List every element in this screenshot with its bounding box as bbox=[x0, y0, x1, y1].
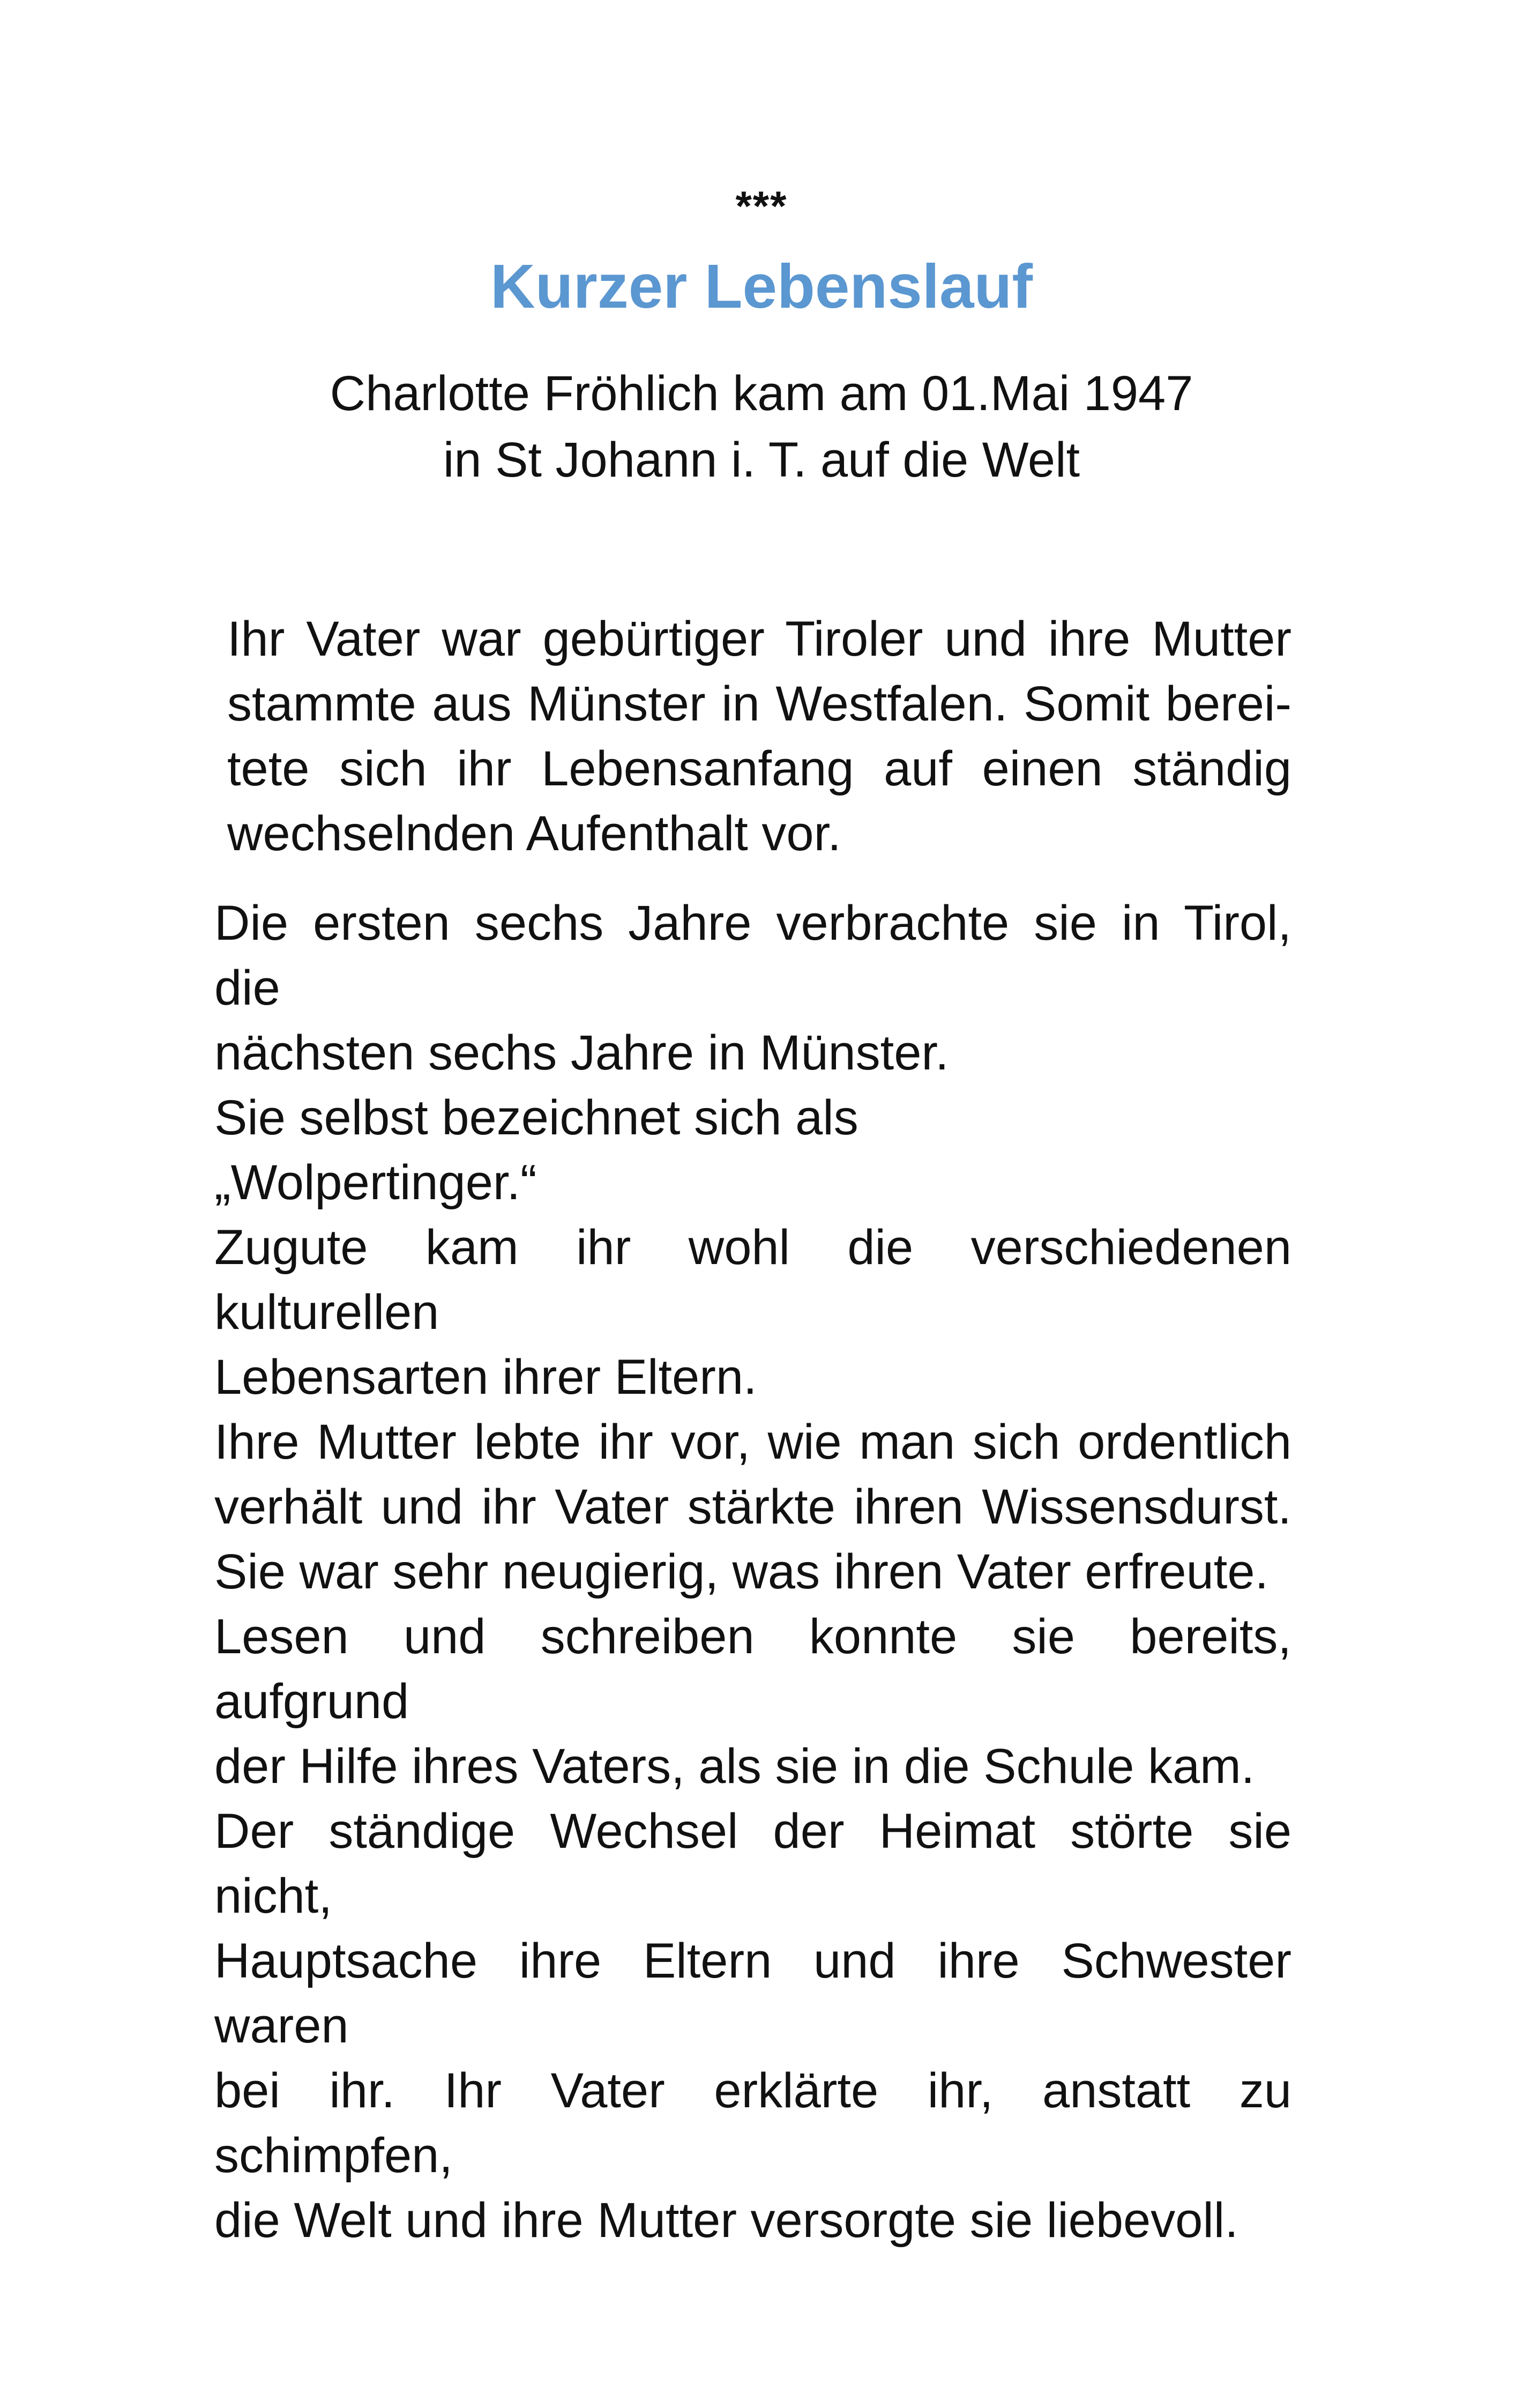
text-line: Sie selbst bezeichnet sich als bbox=[214, 1090, 858, 1145]
text-line: Lebensarten ihrer Eltern. bbox=[214, 1350, 757, 1404]
paragraph-gap bbox=[214, 866, 1291, 891]
text-line: verhält und ihr Vater stärkte ihren Wissensdurst. bbox=[214, 1480, 1291, 1534]
paragraph-1 bbox=[214, 607, 1291, 866]
text-line: Sie war sehr neugierig, was ihren Vater erfreute. bbox=[214, 1544, 1269, 1599]
intro-line: Charlotte Fröhlich kam am 01.Mai 1947 bbox=[330, 366, 1193, 421]
text-line: wechselnden Aufenthalt vor. bbox=[227, 806, 841, 861]
text-line: nächsten sechs Jahre in Münster. bbox=[214, 1025, 949, 1080]
paragraph-2 bbox=[214, 891, 1291, 2253]
intro-block bbox=[0, 360, 1523, 493]
section-separator: *** bbox=[735, 182, 788, 229]
text-line: bei ihr. Ihr Vater erklärte ihr, anstatt zu schimpfen, bbox=[214, 2063, 1291, 2183]
text-line: Hauptsache ihre Eltern und ihre Schwester waren bbox=[214, 1934, 1291, 2053]
text-line: Die ersten sechs Jahre verbrachte sie in Tirol, die bbox=[214, 896, 1291, 1015]
intro-line: in St Johann i. T. auf die Welt bbox=[443, 433, 1080, 487]
text-line: stammte aus Münster in Westfalen. Somit berei- bbox=[227, 677, 1291, 731]
text-line: Zugute kam ihr wohl die verschiedenen kulturellen bbox=[214, 1220, 1291, 1340]
text-line: tete sich ihr Lebensanfang auf einen ständig bbox=[227, 741, 1291, 796]
text-line: Ihr Vater war gebürtiger Tiroler und ihre Mutter bbox=[227, 612, 1291, 666]
text-line: die Welt und ihre Mutter versorgte sie liebevoll. bbox=[214, 2193, 1238, 2248]
text-line: Ihre Mutter lebte ihr vor, wie man sich ordentlich bbox=[214, 1415, 1291, 1469]
text-line: der Hilfe ihres Vaters, als sie in die Schule kam. bbox=[214, 1739, 1255, 1794]
body-text bbox=[214, 607, 1291, 2253]
text-line: Der ständige Wechsel der Heimat störte sie nicht, bbox=[214, 1804, 1291, 1923]
page-title: Kurzer Lebenslauf bbox=[490, 251, 1033, 321]
text-line: Lesen und schreiben konnte sie bereits, aufgrund bbox=[214, 1609, 1291, 1729]
text-line: „Wolpertinger.“ bbox=[214, 1155, 537, 1210]
